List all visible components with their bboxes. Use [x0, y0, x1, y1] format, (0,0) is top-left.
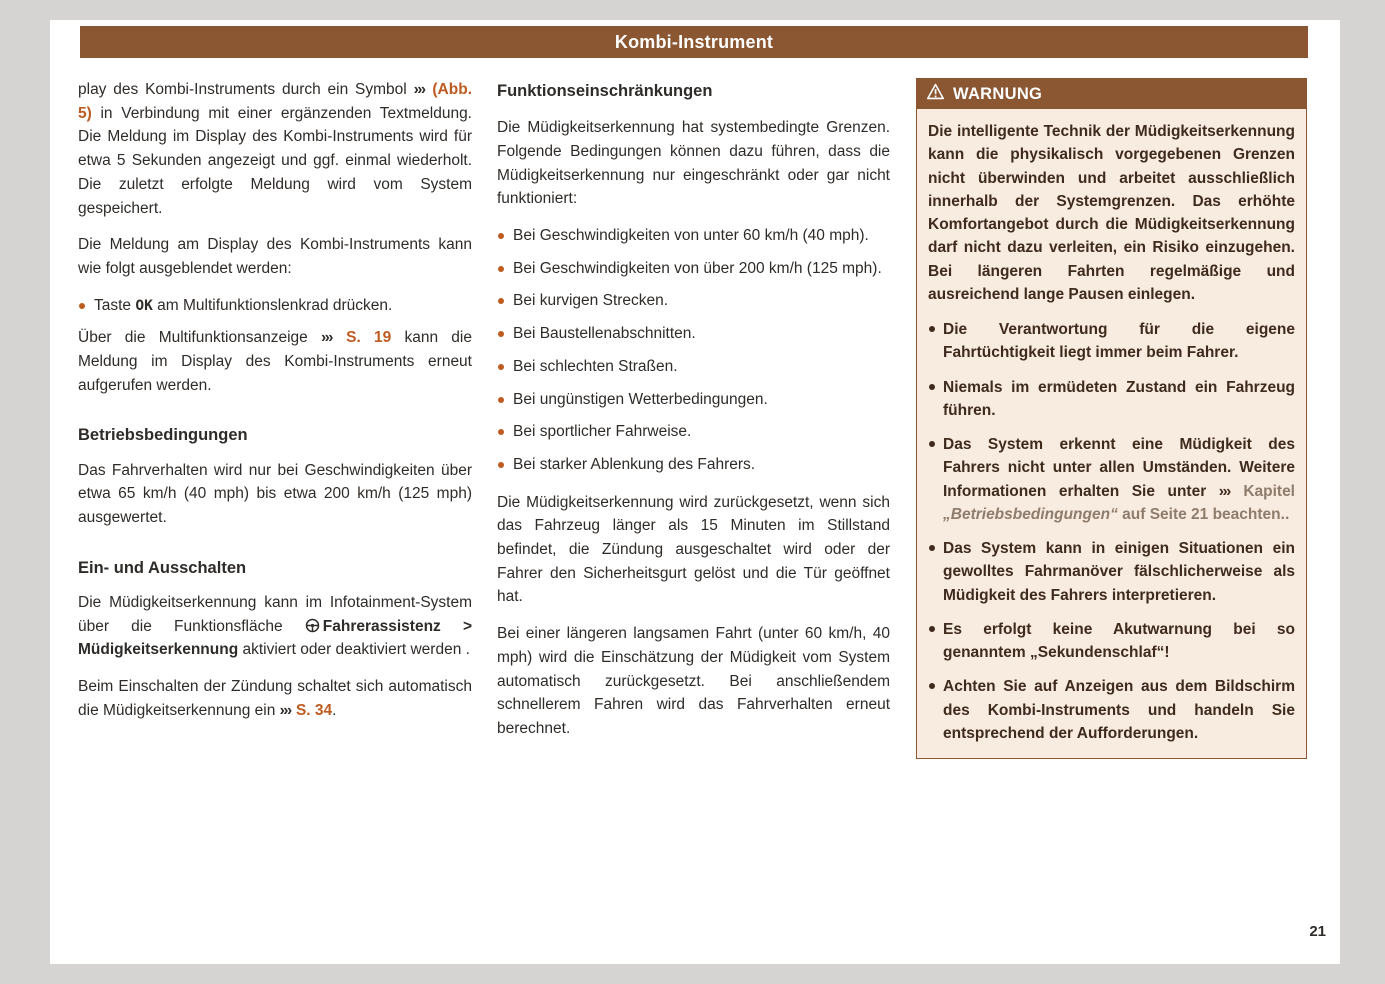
- body-text: Beim Einschalten der Zündung schaltet sich automatisch die Müdigkeitserkennung ein: [78, 678, 472, 719]
- paragraph: [78, 675, 472, 722]
- list-item: [497, 355, 890, 379]
- warning-list-text: Achten Sie auf Anzeigen aus dem Bildschirm des Kombi-Instruments und handeln Sie entsprechend der Aufforderungen.: [943, 678, 1295, 742]
- warning-triangle-icon: [926, 83, 945, 105]
- bullet-dot-icon: [498, 266, 504, 272]
- figure-reference-link[interactable]: (Abb. 5): [78, 81, 472, 122]
- bullet-dot-icon: [498, 298, 504, 304]
- list-item-text: Bei ungünstigen Wetterbedingungen.: [513, 390, 768, 408]
- list-item: [497, 420, 890, 444]
- body-text: am Multifunktionslenkrad drücken.: [152, 296, 393, 314]
- paragraph: Bei einer längeren langsamen Fahrt (unter 60 km/h, 40 mph) wird die Einschätzung der Müdigkeit vom System automatisch zurückgesetzt. Bei anschließendem schnellerem Fahren wird das Fahrverhalten erneut berechnet.: [497, 625, 890, 737]
- list-item-text: Bei sportlicher Fahrweise.: [513, 423, 692, 441]
- warning-list-text: [943, 433, 1295, 526]
- bullet-dot-icon: [498, 462, 504, 468]
- list-item-text: Bei starker Ablenkung des Fahrers.: [513, 455, 756, 473]
- list-item: [497, 322, 890, 346]
- chapter-reference-link[interactable]: „Betriebsbedingungen“: [943, 505, 1118, 523]
- warning-list-item: [928, 318, 1295, 365]
- cross-ref-chevron-icon: ›››: [279, 701, 291, 719]
- body-text: Die Müdigkeitserkennung kann im Infotainment-System über die Funktionsfläche: [78, 594, 472, 635]
- left-column: [78, 78, 472, 736]
- list-item-text: Bei schlechten Straßen.: [513, 357, 678, 375]
- bullet-dot-icon: [929, 545, 935, 551]
- bullet-dot-icon: [929, 626, 935, 632]
- warning-paragraph: Die intelligente Technik der Müdigkeitserkennung kann die physikalisch vorgegebenen Grenzen nicht überwinden und arbeitet ausschließlich innerhalb der Systemgrenzen. Das erhöhte Komfortangebot durch die Müdigkeitserkennung darf nicht dazu verleiten, ein Risiko einzugehen. Bei längeren Fahrten regelmäßige und ausreichend lange Pausen einlegen.: [928, 123, 1295, 303]
- warning-list-item: [928, 618, 1295, 665]
- body-text: aktiviert oder deaktiviert werden .: [238, 641, 470, 659]
- middle-column: [497, 78, 890, 754]
- body-text: Taste: [94, 296, 136, 314]
- list-item-text: Bei Baustellenabschnitten.: [513, 325, 696, 343]
- paragraph: Die Müdigkeitserkennung wird zurückgesetzt, wenn sich das Fahrzeug länger als 15 Minuten im Stillstand befindet, die Zündung ausgeschaltet wird oder der Fahrer den Sicherheitsgurt gelöst und die Tür geöffnet hat.: [497, 493, 890, 606]
- list-item: [497, 257, 890, 281]
- paragraph: [78, 591, 472, 662]
- warning-text: Das System erkennt eine Müdigkeit des Fahrers nicht unter allen Umständen. Weitere Informationen erhalten Sie unter: [943, 436, 1295, 500]
- list-item: [78, 294, 472, 318]
- bullet-dot-icon: [929, 683, 935, 689]
- page-reference-link[interactable]: S. 19: [332, 329, 392, 347]
- bullet-dot-icon: [79, 303, 85, 309]
- bullet-dot-icon: [498, 397, 504, 403]
- ok-key-glyph: OK: [135, 297, 153, 314]
- body-text: play des Kombi-Instruments durch ein Symbol: [78, 81, 414, 98]
- section-heading: Betriebsbedingungen: [78, 426, 248, 445]
- body-text: Über die Multifunktionsanzeige: [78, 329, 321, 347]
- warning-list-text: Das System kann in einigen Situationen ein gewolltes Fahrmanöver fälschlicherweise als Müdigkeit des Fahrers interpretieren.: [943, 540, 1295, 604]
- cross-ref-chevron-icon: ›››: [1218, 482, 1230, 500]
- list-item: [497, 453, 890, 477]
- section-heading: Ein- und Ausschalten: [78, 558, 247, 577]
- warning-list-item: [928, 537, 1295, 607]
- bullet-dot-icon: [929, 384, 935, 390]
- section-heading: Funktionseinschränkungen: [497, 82, 713, 100]
- list-item-text: Bei Geschwindigkeiten von über 200 km/h (125 mph).: [513, 259, 882, 277]
- warning-title: WARNUNG: [953, 84, 1043, 103]
- bullet-dot-icon: [929, 441, 935, 447]
- paragraph: Die Meldung am Display des Kombi-Instruments kann wie folgt ausgeblendet werden:: [78, 236, 472, 277]
- list-item-text: Bei Geschwindigkeiten von unter 60 km/h (40 mph).: [513, 227, 869, 245]
- warning-list-item: [928, 376, 1295, 423]
- page-header-bar: [80, 26, 1308, 58]
- warning-list-text: Es erfolgt keine Akutwarnung bei so genanntem „Sekundenschlaf“!: [943, 620, 1295, 661]
- bullet-dot-icon: [498, 429, 504, 435]
- warning-box: [916, 78, 1307, 759]
- page-number: 21: [1309, 923, 1326, 940]
- warning-list-item: [928, 675, 1295, 745]
- body-text: in Verbindung mit einer ergänzenden Textmeldung. Die Meldung im Display des Kombi-Instruments wird für etwa 5 Sekunden angezeigt und ggf. einmal wiederholt. Die zuletzt erfolgte Meldung wird vom System gespeichert.: [78, 104, 472, 217]
- bullet-list: [497, 224, 890, 477]
- page-title: Kombi-Instrument: [614, 31, 774, 52]
- bullet-dot-icon: [929, 326, 935, 332]
- list-item: [497, 289, 890, 313]
- bullet-dot-icon: [498, 364, 504, 370]
- chapter-reference-link[interactable]: auf Seite 21 beachten..: [1117, 505, 1290, 523]
- list-item-text: Bei kurvigen Strecken.: [513, 292, 669, 310]
- list-item: [497, 388, 890, 412]
- warning-list-text: Die Verantwortung für die eigene Fahrtüchtigkeit liegt immer beim Fahrer.: [943, 321, 1295, 362]
- chapter-reference-link[interactable]: Kapitel: [1230, 482, 1295, 500]
- page-reference-link[interactable]: S. 34: [291, 701, 333, 719]
- list-item: [497, 224, 890, 248]
- menu-path-text: Fahrerassistenz > Müdigkeitserkennung: [78, 617, 473, 659]
- cross-ref-chevron-icon: ›››: [320, 329, 332, 347]
- warning-list-text: Niemals im ermüdeten Zustand ein Fahrzeug führen.: [943, 378, 1295, 419]
- bullet-dot-icon: [498, 233, 504, 239]
- cross-ref-chevron-icon: ›››: [413, 81, 425, 98]
- body-text: kann die Meldung im Display des Kombi-Instruments erneut aufgerufen werden.: [78, 329, 472, 394]
- manual-page: [50, 20, 1340, 964]
- list-item-text: [94, 294, 472, 318]
- paragraph: [78, 326, 472, 397]
- bullet-dot-icon: [498, 331, 504, 337]
- steering-wheel-icon: [305, 618, 323, 635]
- paragraph: Das Fahrverhalten wird nur bei Geschwindigkeiten über etwa 65 km/h (40 mph) bis etwa 200 km/h (125 mph) ausgewertet.: [78, 461, 472, 527]
- warning-body: [917, 109, 1306, 758]
- warning-list-item: [928, 433, 1295, 526]
- body-text: .: [332, 701, 337, 719]
- paragraph: [78, 78, 472, 220]
- warning-header: [917, 79, 1306, 109]
- paragraph: Die Müdigkeitserkennung hat systembedingte Grenzen. Folgende Bedingungen können dazu führen, dass die Müdigkeitserkennung nur eingeschränkt oder gar nicht funktioniert:: [497, 119, 890, 208]
